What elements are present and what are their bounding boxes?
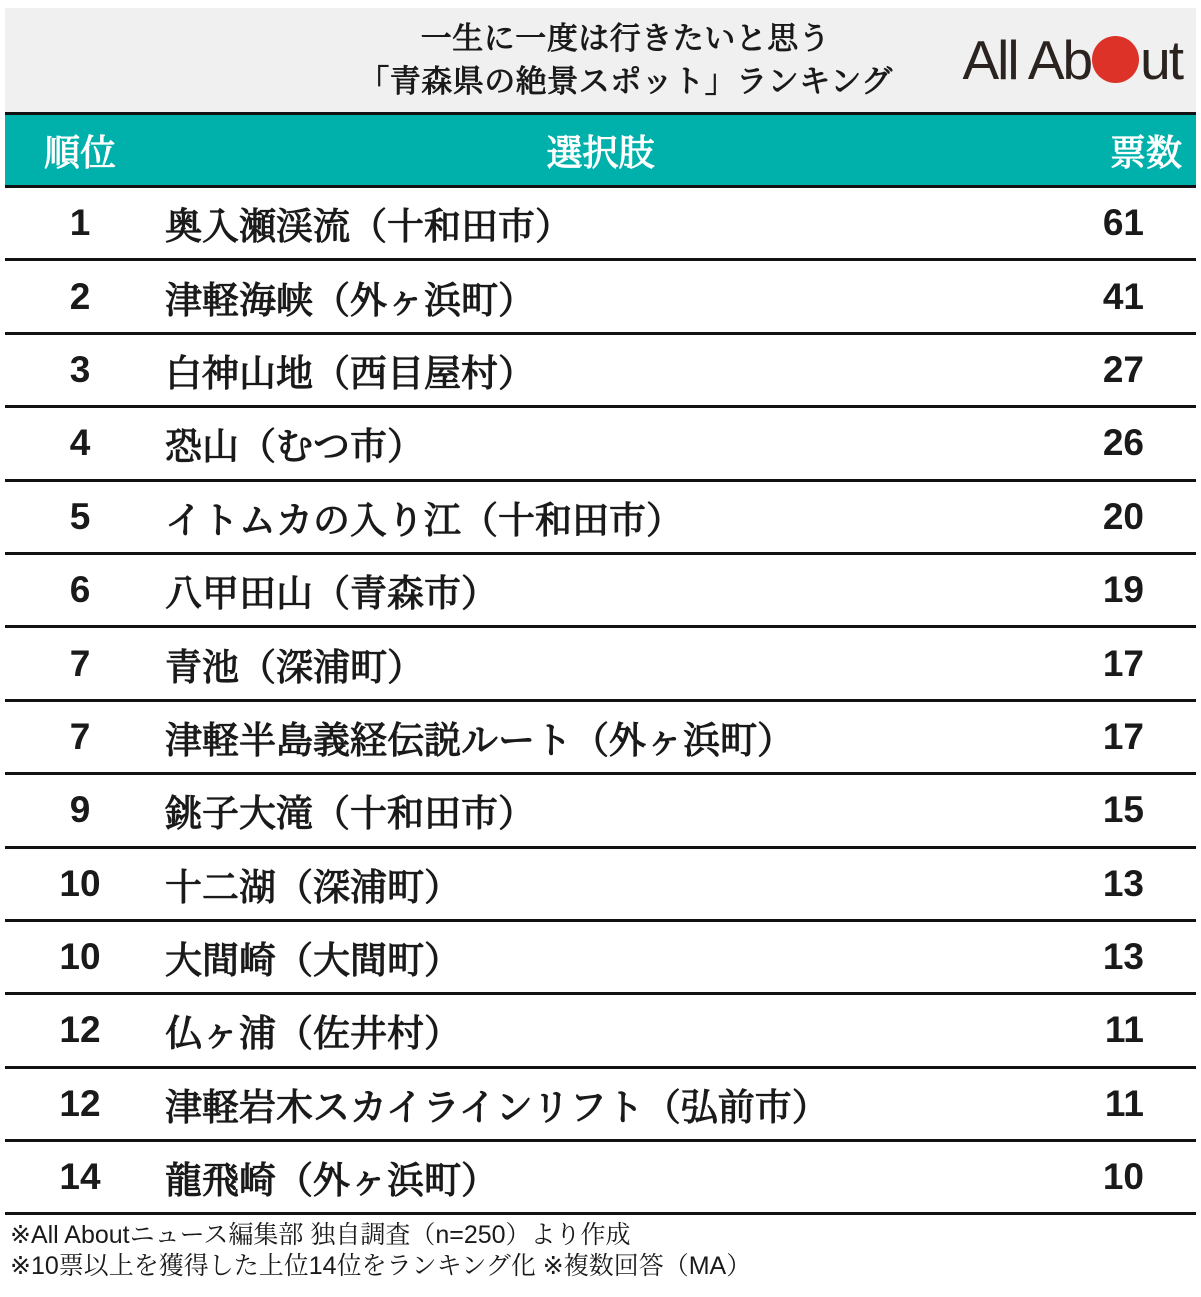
choice-cell: 津軽半島義経伝説ルート（外ヶ浜町） (165, 719, 794, 761)
rank-cell: 5 (69, 495, 91, 537)
ranking-infographic (0, 8, 1201, 1297)
table-row (5, 995, 1196, 1068)
votes-cell: 27 (1102, 348, 1144, 390)
choice-cell: 大間崎（大間町） (165, 940, 461, 982)
rank-cell: 10 (59, 862, 101, 904)
rank-cell: 2 (69, 275, 91, 317)
choice-cell: 白神山地（西目屋村） (165, 352, 535, 394)
column-header-choice: 選択肢 (546, 131, 655, 173)
table-row (5, 261, 1196, 334)
votes-cell: 41 (1102, 275, 1144, 317)
rank-cell: 12 (59, 1082, 101, 1124)
votes-cell: 13 (1102, 936, 1144, 978)
table-row (5, 702, 1196, 775)
votes-cell: 26 (1102, 422, 1144, 464)
table-row (5, 775, 1196, 848)
table-row (5, 188, 1196, 261)
choice-cell: 銚子大滝（十和田市） (165, 793, 535, 835)
logo-text-right: ut (1140, 29, 1182, 91)
table-row (5, 482, 1196, 555)
votes-cell: 11 (1104, 1009, 1144, 1051)
rank-cell: 4 (69, 422, 91, 464)
rank-cell: 1 (69, 202, 91, 244)
table-header-row (5, 115, 1196, 188)
choice-cell: イトムカの入り江（十和田市） (165, 499, 683, 541)
choice-cell: 十二湖（深浦町） (165, 866, 461, 908)
rank-cell: 10 (59, 936, 101, 978)
title-line-1: 一生に一度は行きたいと思う (420, 21, 831, 56)
footnote-line-1: ※All Aboutニュース編集部 独自調査（n=250）より作成 (10, 1221, 631, 1250)
choice-cell: 龍飛崎（外ヶ浜町） (165, 1160, 498, 1202)
rank-cell: 7 (69, 715, 91, 757)
table-body (5, 188, 1196, 1215)
footnote-line-2: ※10票以上を獲得した上位14位をランキング化 ※複数回答（MA） (10, 1252, 752, 1281)
ranking-table (5, 112, 1196, 1215)
choice-cell: 奥入瀬渓流（十和田市） (165, 206, 572, 248)
rank-cell: 3 (69, 348, 91, 390)
votes-cell: 10 (1102, 1156, 1144, 1198)
choice-cell: 仏ヶ浦（佐井村） (165, 1013, 461, 1055)
choice-cell: 津軽岩木スカイラインリフト（弘前市） (165, 1086, 829, 1128)
choice-cell: 津軽海峡（外ヶ浜町） (165, 279, 535, 321)
table-row (5, 628, 1196, 701)
votes-cell: 19 (1102, 569, 1144, 611)
rank-cell: 6 (69, 569, 91, 611)
column-header-votes: 票数 (1109, 131, 1182, 173)
title-band (5, 8, 1196, 112)
table-row (5, 849, 1196, 922)
table-row (5, 1142, 1196, 1215)
table-row (5, 335, 1196, 408)
votes-cell: 61 (1102, 202, 1144, 244)
footnotes (10, 1220, 1201, 1282)
votes-cell: 17 (1102, 642, 1144, 684)
table-row (5, 555, 1196, 628)
votes-cell: 20 (1102, 495, 1144, 537)
votes-cell: 15 (1102, 789, 1144, 831)
rank-cell: 14 (59, 1156, 101, 1198)
logo-red-dot-icon (1092, 36, 1139, 83)
votes-cell: 13 (1102, 862, 1144, 904)
table-row (5, 922, 1196, 995)
votes-cell: 17 (1102, 715, 1144, 757)
rank-cell: 12 (59, 1009, 101, 1051)
column-header-rank: 順位 (43, 131, 116, 173)
choice-cell: 恐山（むつ市） (165, 426, 424, 468)
rank-cell: 9 (69, 789, 91, 831)
table-row (5, 1069, 1196, 1142)
logo-text-left: All Ab (962, 29, 1092, 91)
title-line-2: 「青森県の絶景スポット」ランキング (358, 64, 893, 99)
page-title (358, 17, 893, 103)
table-row (5, 408, 1196, 481)
votes-cell: 11 (1104, 1082, 1144, 1124)
choice-cell: 八甲田山（青森市） (165, 573, 498, 615)
allabout-logo (962, 28, 1182, 92)
choice-cell: 青池（深浦町） (165, 646, 424, 688)
rank-cell: 7 (69, 642, 91, 684)
